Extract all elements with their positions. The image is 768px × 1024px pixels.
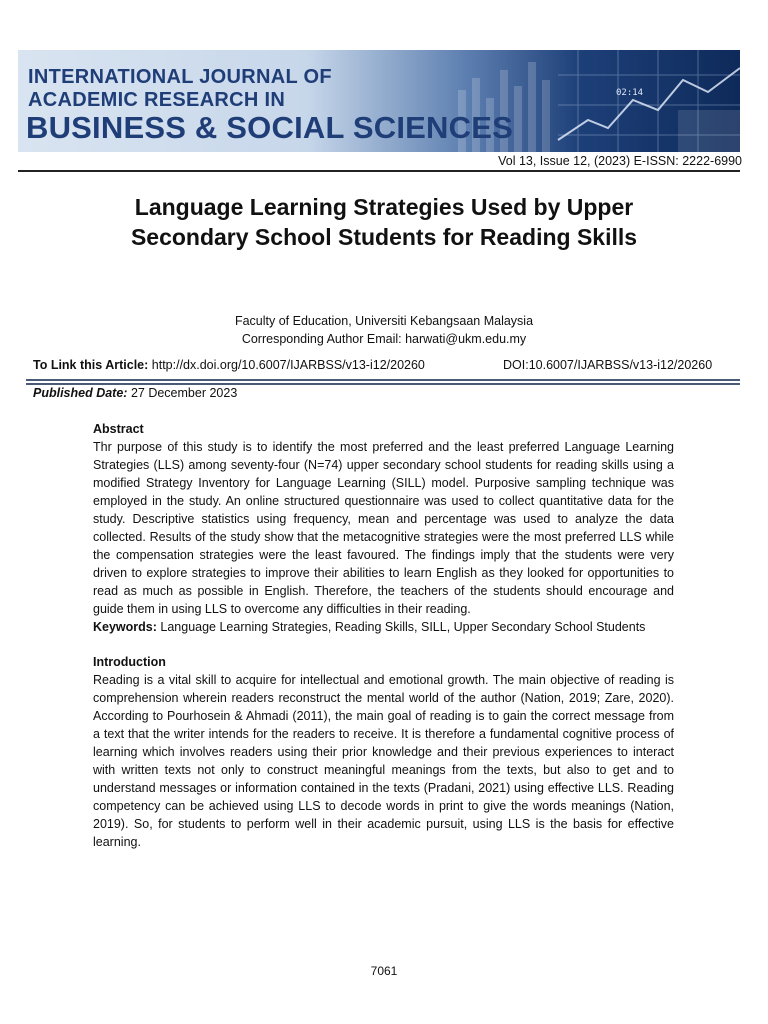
issue-info: Vol 13, Issue 12, (2023) E-ISSN: 2222-6990 xyxy=(498,154,742,168)
separator-rule-lower xyxy=(26,383,740,385)
journal-banner xyxy=(18,50,740,152)
header-rule xyxy=(18,170,740,172)
article-body xyxy=(93,420,674,851)
published-label: Published Date: xyxy=(33,386,128,400)
introduction-text: Reading is a vital skill to acquire for intellectual and emotional growth. The main objective of reading is comprehension wherein readers reconstruct the mental world of the author (Nation, 2019; Zare, 2020). According to Pourhosein & Ahmadi (2011), the main goal of reading is to gain the correct message from a text that the writer intends for the readers to receive. It is therefore a fundamental cognitive process of learning which involves readers using their prior knowledge and their previous experiences to interact with written texts not only to construct meaningful meanings from the texts, but also to get and to understand messages or information contained in the texts (Pradani, 2021) using effective LLS. Reading competency can be achieved using LLS to decode words in print to give the words meanings (Nation, 2019). So, for students to perform well in their academic pursuit, using LLS is the basis for effective learning. xyxy=(93,673,674,849)
banner-title-line3: BUSINESS & SOCIAL SCIENCES xyxy=(26,110,513,145)
keywords-label: Keywords: xyxy=(93,620,157,634)
introduction-heading: Introduction xyxy=(93,655,166,669)
abstract-text: Thr purpose of this study is to identify the most preferred and the least preferred Language Learning Strategies (LLS) among seventy-four (N=74) upper secondary school students for reading skills using a modified Strategy Inventory for Language Learning (SILL) model. Purposive sampling technique was employed in the study. An online structured questionnaire was used to collect quantitative data for the study. Descriptive statistics using frequency, mean and percentage was used to analyze the data collected. Results of the study show that the metacognitive strategies were the most preferred LLS while the compensation strategies were the least favoured. The findings imply that the students were very driven to explore strategies to improve their abilities to learn English as they looked for opportunities to read as much as possible in English. Therefore, the teachers of the students should encourage and guide them in using LLS to overcome any difficulties in their reading. xyxy=(93,440,674,616)
corresponding-author: Corresponding Author Email: harwati@ukm.edu.my xyxy=(241,332,527,346)
banner-title-line1: INTERNATIONAL JOURNAL OF xyxy=(28,66,332,88)
separator-rule-upper xyxy=(26,379,740,381)
title-line2: Secondary School Students for Reading Skills xyxy=(130,224,638,250)
abstract-heading: Abstract xyxy=(93,422,144,436)
section-gap xyxy=(93,636,674,653)
keywords-line xyxy=(93,618,674,636)
keywords-text: Language Learning Strategies, Reading Skills, SILL, Upper Secondary School Students xyxy=(160,620,646,634)
affiliation-block xyxy=(0,312,768,348)
banner-ticker-text: 02:14 xyxy=(616,88,644,98)
article-title xyxy=(60,192,708,252)
published-date: 27 December 2023 xyxy=(130,386,238,400)
page-number: 7061 xyxy=(370,964,398,978)
published-date-line xyxy=(33,386,237,400)
doi-text: DOI:10.6007/IJARBSS/v13-i12/20260 xyxy=(503,358,713,372)
title-line1: Language Learning Strategies Used by Upper xyxy=(134,194,634,220)
link-label: To Link this Article: xyxy=(33,358,149,372)
affiliation: Faculty of Education, Universiti Kebangsaan Malaysia xyxy=(234,314,534,328)
article-link[interactable]: http://dx.doi.org/10.6007/IJARBSS/v13-i12/20260 xyxy=(151,358,425,372)
banner-title-line2: ACADEMIC RESEARCH IN xyxy=(28,89,286,111)
article-link-line xyxy=(33,358,425,372)
